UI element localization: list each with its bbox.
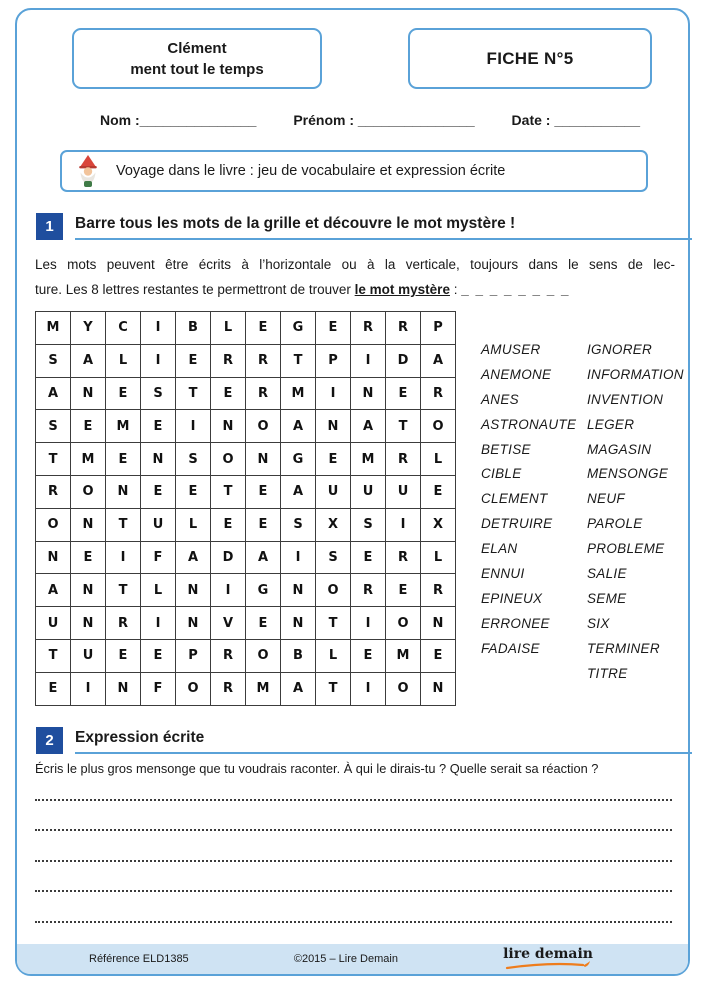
instructions-line2-prefix: ture. Les 8 lettres restantes te permettront de trouver (35, 282, 355, 297)
grid-cell: U (141, 508, 176, 541)
word-list-item: NEUF (587, 491, 625, 507)
grid-cell: F (141, 672, 176, 705)
word-search-grid (35, 311, 456, 706)
grid-cell: S (36, 410, 71, 443)
grid-cell: L (421, 541, 456, 574)
grid-cell: M (106, 410, 141, 443)
grid-cell: E (351, 541, 386, 574)
grid-cell: N (281, 574, 316, 607)
grid-cell: L (316, 639, 351, 672)
grid-cell: M (36, 312, 71, 345)
book-title-line1: Clément (167, 39, 227, 57)
mystery-word-blanks: _ _ _ _ _ _ _ _ (461, 282, 571, 297)
grid-cell: E (316, 312, 351, 345)
grid-cell: U (71, 639, 106, 672)
grid-cell: R (386, 312, 421, 345)
grid-cell: R (211, 639, 246, 672)
grid-row (36, 475, 456, 508)
grid-cell: N (71, 574, 106, 607)
section1-header (36, 213, 692, 240)
grid-cell: I (281, 541, 316, 574)
section1-title: Barre tous les mots de la grille et découvre le mot mystère ! (75, 215, 692, 240)
grid-cell: E (71, 541, 106, 574)
grid-cell: N (421, 607, 456, 640)
grid-cell: I (386, 508, 421, 541)
grid-row (36, 541, 456, 574)
grid-cell: T (36, 639, 71, 672)
word-list-item: ANES (481, 391, 519, 407)
grid-cell: E (106, 377, 141, 410)
word-list-item: AMUSER (481, 341, 541, 357)
grid-cell: A (246, 541, 281, 574)
grid-cell: O (176, 672, 211, 705)
grid-cell: T (386, 410, 421, 443)
grid-cell: T (281, 344, 316, 377)
grid-cell: N (36, 541, 71, 574)
grid-cell: U (316, 475, 351, 508)
grid-cell: P (421, 312, 456, 345)
instructions (35, 252, 675, 302)
grid-cell: I (176, 410, 211, 443)
grid-row (36, 639, 456, 672)
grid-cell: M (351, 443, 386, 476)
theme-text: Voyage dans le livre : jeu de vocabulaire et expression écrite (116, 163, 506, 179)
grid-cell: C (106, 312, 141, 345)
grid-cell: O (246, 410, 281, 443)
grid-cell: O (71, 475, 106, 508)
grid-cell: I (351, 672, 386, 705)
instructions-line1: Les mots peuvent être écrits à l’horizontale ou à la verticale, toujours dans le sens de lec- (35, 257, 675, 272)
word-list-item: LEGER (587, 416, 635, 432)
fiche-number: FICHE N°5 (486, 48, 574, 68)
writing-line (35, 770, 672, 801)
grid-cell: M (71, 443, 106, 476)
grid-row (36, 410, 456, 443)
grid-cell: S (141, 377, 176, 410)
footer-bar (17, 944, 688, 974)
writing-line (35, 892, 672, 923)
grid-row (36, 443, 456, 476)
grid-cell: O (386, 607, 421, 640)
grid-cell: N (281, 607, 316, 640)
grid-cell: T (211, 475, 246, 508)
grid-cell: U (386, 475, 421, 508)
grid-cell: A (36, 377, 71, 410)
word-list-item: BETISE (481, 441, 531, 457)
grid-cell: L (211, 312, 246, 345)
grid-cell: N (351, 377, 386, 410)
grid-cell: I (316, 377, 351, 410)
word-list-item: MAGASIN (587, 441, 652, 457)
grid-cell: R (351, 574, 386, 607)
grid-cell: I (71, 672, 106, 705)
grid-cell: R (211, 672, 246, 705)
copyright-text: ©2015 – Lire Demain (293, 953, 398, 965)
grid-cell: N (106, 672, 141, 705)
writing-prompt: Écris le plus gros mensonge que tu voudrais raconter. À qui le dirais-tu ? Quelle serait sa réaction ? (35, 761, 599, 776)
grid-cell: I (351, 344, 386, 377)
grid-cell: U (351, 475, 386, 508)
grid-cell: G (246, 574, 281, 607)
gnome-icon (76, 155, 100, 187)
word-grid-body (36, 312, 456, 706)
grid-cell: V (211, 607, 246, 640)
section2-header (36, 727, 692, 754)
grid-cell: A (176, 541, 211, 574)
grid-cell: S (281, 508, 316, 541)
grid-cell: E (351, 639, 386, 672)
section2-number: 2 (36, 727, 63, 754)
grid-cell: T (176, 377, 211, 410)
grid-cell: S (316, 541, 351, 574)
grid-row (36, 312, 456, 345)
grid-cell: A (281, 475, 316, 508)
grid-cell: X (316, 508, 351, 541)
word-list-item: CLEMENT (481, 491, 548, 507)
grid-cell: E (246, 508, 281, 541)
word-list-item: SIX (587, 615, 610, 631)
word-list-col2 (587, 337, 683, 685)
grid-cell: O (246, 639, 281, 672)
grid-cell: A (71, 344, 106, 377)
grid-cell: R (246, 344, 281, 377)
grid-cell: A (36, 574, 71, 607)
grid-cell: N (141, 443, 176, 476)
word-list (481, 337, 683, 685)
grid-cell: R (351, 312, 386, 345)
book-title-line2: ment tout le temps (130, 60, 264, 78)
word-list-item: INVENTION (587, 391, 664, 407)
grid-cell: I (351, 607, 386, 640)
grid-cell: G (281, 312, 316, 345)
grid-cell: E (141, 475, 176, 508)
word-list-item: TERMINER (587, 640, 660, 656)
grid-cell: E (421, 639, 456, 672)
grid-cell: M (386, 639, 421, 672)
grid-cell: N (106, 475, 141, 508)
grid-cell: B (176, 312, 211, 345)
word-list-item: ELAN (481, 541, 518, 557)
grid-row (36, 607, 456, 640)
date-field: Date : ___________ (511, 112, 640, 128)
word-list-item: INFORMATION (587, 366, 684, 382)
grid-cell: S (36, 344, 71, 377)
writing-line (35, 831, 672, 862)
grid-cell: X (421, 508, 456, 541)
grid-cell: U (36, 607, 71, 640)
grid-row (36, 508, 456, 541)
mystery-word-label: le mot mystère (354, 282, 450, 297)
grid-cell: A (281, 672, 316, 705)
mystery-separator: : (449, 282, 462, 297)
grid-cell: D (211, 541, 246, 574)
grid-cell: T (106, 508, 141, 541)
grid-cell: G (281, 443, 316, 476)
grid-cell: O (386, 672, 421, 705)
theme-banner (60, 150, 648, 192)
word-list-item: IGNORER (587, 341, 653, 357)
grid-cell: P (176, 639, 211, 672)
grid-cell: N (211, 410, 246, 443)
grid-cell: E (211, 377, 246, 410)
grid-cell: F (141, 541, 176, 574)
nom-field: Nom :_______________ (100, 112, 257, 128)
grid-cell: A (351, 410, 386, 443)
word-list-col1 (481, 337, 577, 685)
grid-cell: R (36, 475, 71, 508)
grid-cell: N (421, 672, 456, 705)
grid-cell: O (36, 508, 71, 541)
grid-cell: S (176, 443, 211, 476)
grid-row (36, 344, 456, 377)
section1-number: 1 (36, 213, 63, 240)
grid-row (36, 672, 456, 705)
word-list-item: EPINEUX (481, 590, 543, 606)
grid-cell: M (281, 377, 316, 410)
reference-text: Référence ELD1385 (89, 953, 189, 965)
grid-cell: R (211, 344, 246, 377)
word-list-item: DETRUIRE (481, 516, 553, 532)
grid-cell: I (141, 312, 176, 345)
writing-line (35, 862, 672, 893)
grid-cell: A (421, 344, 456, 377)
grid-cell: M (246, 672, 281, 705)
grid-cell: T (316, 607, 351, 640)
logo-swoosh-icon (505, 961, 591, 970)
grid-cell: P (316, 344, 351, 377)
book-title-box (72, 28, 322, 89)
grid-cell: D (386, 344, 421, 377)
word-list-item: PROBLEME (587, 541, 665, 557)
grid-cell: R (386, 541, 421, 574)
grid-cell: I (141, 607, 176, 640)
grid-cell: R (421, 377, 456, 410)
grid-cell: N (71, 508, 106, 541)
word-list-item: SEME (587, 590, 627, 606)
word-list-item: ERRONEE (481, 615, 550, 631)
grid-cell: E (246, 475, 281, 508)
grid-cell: E (421, 475, 456, 508)
writing-line (35, 801, 672, 832)
grid-cell: O (421, 410, 456, 443)
grid-cell: E (386, 377, 421, 410)
grid-cell: T (36, 443, 71, 476)
grid-cell: L (141, 574, 176, 607)
grid-cell: A (281, 410, 316, 443)
grid-cell: B (281, 639, 316, 672)
word-list-item: ENNUI (481, 565, 525, 581)
writing-lines (35, 770, 672, 954)
grid-cell: N (71, 607, 106, 640)
identity-row (100, 112, 640, 128)
grid-cell: N (71, 377, 106, 410)
grid-cell: O (211, 443, 246, 476)
grid-cell: E (141, 639, 176, 672)
grid-cell: E (176, 344, 211, 377)
grid-cell: S (351, 508, 386, 541)
grid-cell: R (246, 377, 281, 410)
word-list-item: MENSONGE (587, 466, 669, 482)
grid-cell: E (106, 639, 141, 672)
word-list-item: PAROLE (587, 516, 643, 532)
publisher-logo-text: lire demain (503, 945, 593, 962)
grid-cell: I (141, 344, 176, 377)
grid-cell: N (176, 607, 211, 640)
grid-cell: N (176, 574, 211, 607)
section2-title: Expression écrite (75, 729, 692, 754)
prenom-field: Prénom : _______________ (293, 112, 475, 128)
grid-cell: E (71, 410, 106, 443)
grid-cell: R (421, 574, 456, 607)
publisher-logo (503, 947, 593, 970)
grid-cell: N (246, 443, 281, 476)
word-list-item: FADAISE (481, 640, 540, 656)
grid-row (36, 574, 456, 607)
fiche-number-box (408, 28, 652, 89)
grid-cell: O (316, 574, 351, 607)
word-list-item: TITRE (587, 665, 628, 681)
word-list-item: SALIE (587, 565, 627, 581)
word-list-item: CIBLE (481, 466, 522, 482)
grid-cell: R (386, 443, 421, 476)
grid-cell: L (176, 508, 211, 541)
word-list-item: ASTRONAUTE (481, 416, 577, 432)
grid-cell: E (246, 607, 281, 640)
grid-cell: N (316, 410, 351, 443)
grid-cell: T (316, 672, 351, 705)
grid-cell: E (386, 574, 421, 607)
grid-cell: E (176, 475, 211, 508)
grid-cell: L (421, 443, 456, 476)
instructions-line2 (35, 277, 675, 302)
grid-cell: R (106, 607, 141, 640)
grid-cell: L (106, 344, 141, 377)
grid-cell: E (211, 508, 246, 541)
grid-row (36, 377, 456, 410)
grid-cell: E (316, 443, 351, 476)
grid-cell: E (106, 443, 141, 476)
grid-cell: E (246, 312, 281, 345)
grid-cell: Y (71, 312, 106, 345)
grid-cell: I (211, 574, 246, 607)
grid-cell: T (106, 574, 141, 607)
grid-cell: E (36, 672, 71, 705)
word-list-item: ANEMONE (481, 366, 552, 382)
grid-cell: E (141, 410, 176, 443)
grid-cell: I (106, 541, 141, 574)
